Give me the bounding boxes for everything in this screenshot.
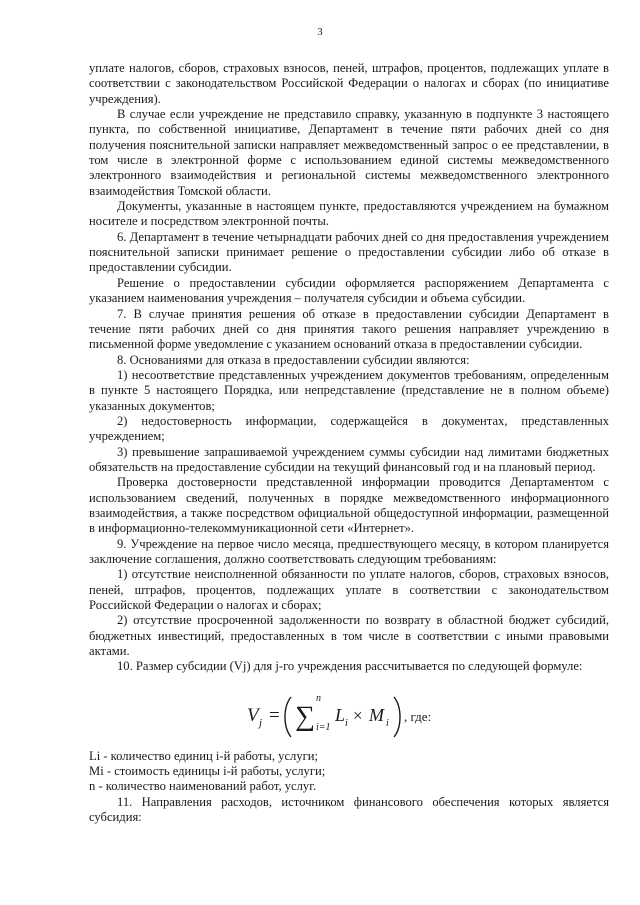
- list-item: 1) отсутствие неисполненной обязанности по уплате налогов, сборов, страховых взносов, пеней, штрафов, процентов, подлежащих уплате в соответствии с законодательством Российской Федерации о налогах и сборах;: [89, 567, 609, 613]
- paragraph: 8. Основаниями для отказа в предоставлении субсидии являются:: [117, 352, 470, 367]
- formula-tail: , где:: [404, 708, 432, 724]
- formula-term-l: L: [335, 704, 346, 725]
- paragraph: В случае если учреждение не представило справку, указанную в подпункте 3 настоящего пункта, по собственной инициативе, Департамент в течение пяти рабочих дней со дня получения пояснительной записки направляет межведомственный запрос о ее представлении, в том числе в электронной форме с использованием единой системы межведомственного электронного взаимодействия и региональной системы межведомственного электронного взаимодействия Томской области.: [89, 107, 609, 198]
- list-item: 1) несоответствие представленных учреждением документов требованиям, определенным в пункте 5 настоящего Порядка, или непредставление (представление не в полном объеме) указанных документов;: [89, 367, 609, 413]
- legend-item: Mi - стоимость единицы i-й работы, услуги;: [89, 764, 326, 779]
- formula-intro: 10. Размер субсидии (Vj) для j-го учреждения рассчитывается по следующей формуле:: [117, 659, 583, 674]
- legend-item: n - количество наименований работ, услуг.: [89, 779, 317, 794]
- formula-graphic: [239, 685, 459, 743]
- list-item: 2) отсутствие просроченной задолженности по возврату в областной бюджет субсидий, бюджетных инвестиций, предоставленных в том числе в соответствии с иными правовыми актами.: [89, 613, 609, 659]
- paragraph: 9. Учреждение на первое число месяца, предшествующего месяцу, в котором планируется заключение соглашения, должно соответствовать следующим требованиям:: [89, 536, 609, 566]
- subsidy-formula: [89, 685, 609, 743]
- paragraph: 7. В случае принятия решения об отказе в предоставлении субсидии Департамент в течение пяти рабочих дней со дня принятия такого решения направляет учреждению в письменной форме уведомление с указанием оснований отказа в предоставлении субсидии.: [89, 306, 609, 352]
- paragraph: Документы, указанные в настоящем пункте, предоставляются учреждением на бумажном носителе и посредством электронной почты.: [89, 199, 609, 229]
- list-item: 2) недостоверность информации, содержащейся в документах, представленных учреждением;: [89, 413, 609, 444]
- paragraph: 11. Направления расходов, источником финансового обеспечения которых является субсидия:: [89, 794, 609, 825]
- paragraph: Проверка достоверности представленной информации проводится Департаментом с использованием сведений, полученных в порядке межведомственного информационного взаимодействия, а также посредством официальной общедоступной информации, размещенной в информационно-телекоммуникационной сети «Интернет».: [89, 475, 609, 536]
- paragraph: Решение о предоставлении субсидии оформляется распоряжением Департамента с указанием наименования учреждения – получателя субсидии и объема субсидии.: [89, 275, 609, 306]
- formula-legend: [89, 749, 609, 795]
- formula-lhs-subscript: j: [259, 716, 263, 729]
- formula-lhs: V: [247, 704, 259, 726]
- document-body: [89, 61, 609, 825]
- list-item: 3) превышение запрашиваемой учреждением суммы субсидии над лимитами бюджетных обязательств на предоставление субсидии на текущий финансовый год и на плановый период.: [89, 444, 609, 474]
- formula-left-paren: [285, 697, 291, 737]
- paragraph: уплате налогов, сборов, страховых взносов, пеней, штрафов, процентов, подлежащих уплате в соответствии с законодательством Российской Федерации о налогах и сборах (по инициативе учреждения).: [89, 61, 609, 106]
- formula-right-paren: [394, 697, 400, 737]
- formula-sum-lower: i=1: [316, 721, 331, 733]
- paragraph: 6. Департамент в течение четырнадцати рабочих дней со дня предоставления учреждением пояснительной записки принимает решение о предоставлении субсидии либо об отказе в предоставлении субсидии.: [89, 229, 609, 275]
- summation-icon: ∑: [295, 700, 315, 732]
- legend-item: Li - количество единиц i-й работы, услуги;: [89, 748, 319, 763]
- formula-equals: =: [269, 704, 280, 726]
- formula-times: ×: [353, 705, 363, 725]
- formula-sum-upper: n: [316, 692, 321, 704]
- page-number: 3: [317, 27, 323, 38]
- formula-term-m: M: [369, 704, 384, 725]
- formula-term-l-subscript: i: [345, 717, 348, 729]
- formula-term-m-subscript: i: [386, 717, 389, 729]
